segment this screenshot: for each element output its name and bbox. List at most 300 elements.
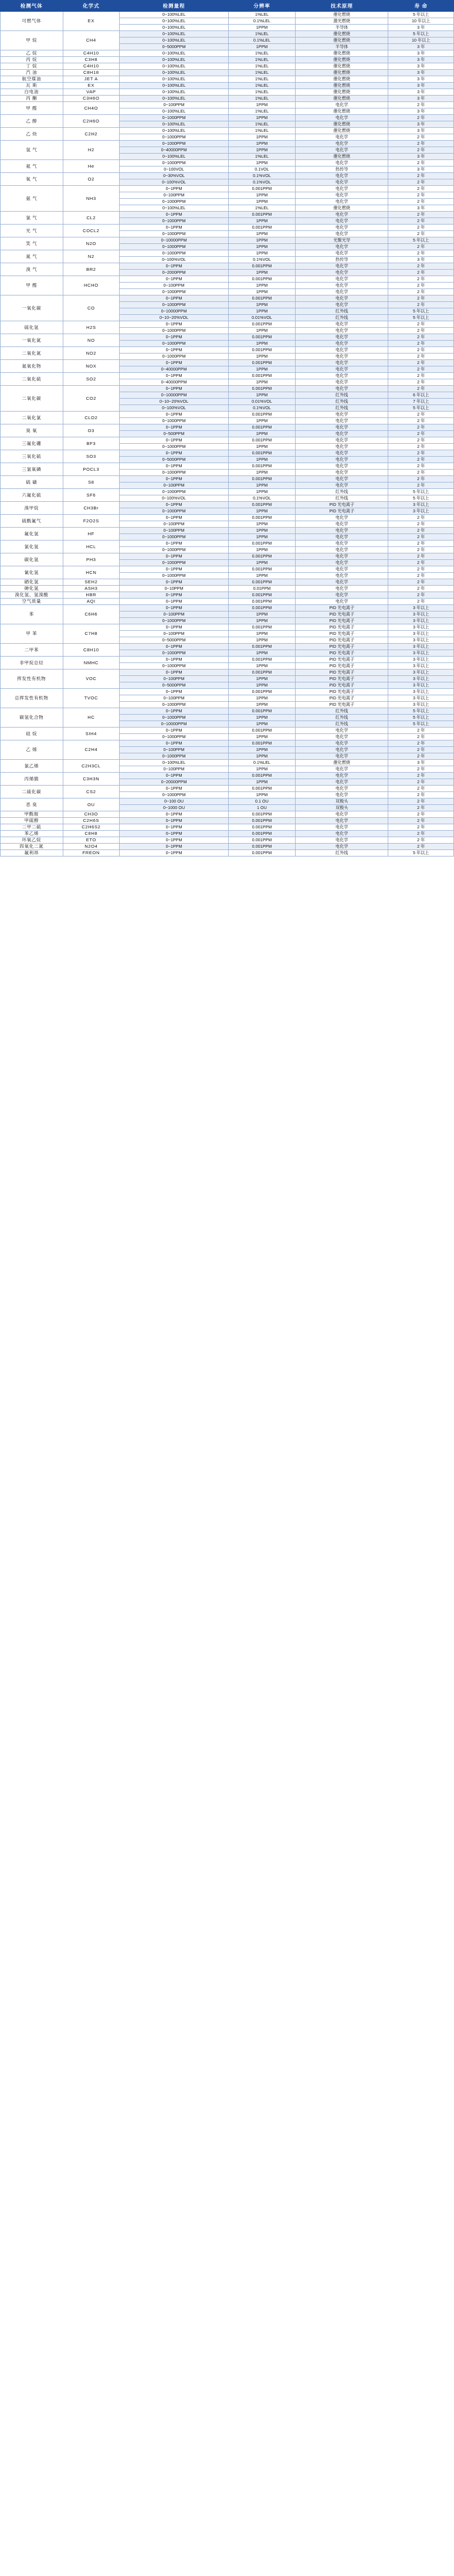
cell-technology: 催化燃烧 xyxy=(295,128,388,134)
table-row xyxy=(1,515,454,521)
cell-resolution: 0.001PPM xyxy=(228,334,295,341)
cell-lifetime: 2 年 xyxy=(388,786,454,792)
cell-formula: PH3 xyxy=(63,553,120,566)
cell-resolution: 0.001PPM xyxy=(228,212,295,218)
cell-resolution: 1PPM xyxy=(228,418,295,424)
cell-formula: HC xyxy=(63,708,120,728)
cell-lifetime: 2 年 xyxy=(388,528,454,534)
cell-resolution: 1PPM xyxy=(228,747,295,753)
cell-technology: 电化学 xyxy=(295,186,388,192)
table-row xyxy=(1,386,454,392)
cell-range: 0~10000PPM xyxy=(120,392,229,399)
cell-formula: ETO xyxy=(63,837,120,844)
cell-technology: 电化学 xyxy=(295,457,388,463)
cell-technology: 双极头 xyxy=(295,798,388,805)
cell-lifetime: 2 年 xyxy=(388,747,454,753)
cell-resolution: 1%LEL xyxy=(228,31,295,38)
cell-formula: NO2 xyxy=(63,347,120,360)
cell-gas-name: 丙烯腈 xyxy=(1,773,63,786)
cell-technology: 电化学 xyxy=(295,179,388,186)
table-row xyxy=(1,728,454,734)
cell-range: 0~1000PPM xyxy=(120,489,229,495)
cell-formula: N2O4 xyxy=(63,844,120,850)
cell-range: 0~40000PPM xyxy=(120,379,229,386)
table-row xyxy=(1,186,454,192)
cell-lifetime: 2 年 xyxy=(388,179,454,186)
cell-range: 0~1PPM xyxy=(120,386,229,392)
cell-resolution: 0.1%LEL xyxy=(228,38,295,44)
cell-technology: PID 光电离子 xyxy=(295,637,388,644)
table-row xyxy=(1,773,454,779)
cell-lifetime: 2 年 xyxy=(388,328,454,334)
cell-technology: 电化学 xyxy=(295,192,388,199)
cell-technology: 电化学 xyxy=(295,141,388,147)
cell-formula: BR2 xyxy=(63,263,120,276)
cell-range: 0~20000PPM xyxy=(120,779,229,786)
cell-lifetime: 3 年以上 xyxy=(388,637,454,644)
cell-technology: PID 光电离子 xyxy=(295,676,388,682)
table-row xyxy=(1,225,454,231)
cell-resolution: 1%LEL xyxy=(228,89,295,96)
cell-resolution: 1PPM xyxy=(228,289,295,295)
cell-formula: SO3 xyxy=(63,450,120,463)
cell-technology: 电化学 xyxy=(295,270,388,276)
cell-gas-name: 三氧化硫 xyxy=(1,450,63,463)
table-row xyxy=(1,424,454,431)
cell-formula: HCN xyxy=(63,566,120,579)
cell-technology: 电化学 xyxy=(295,160,388,166)
cell-range: 0~100%LEL xyxy=(120,50,229,57)
cell-lifetime: 5 年以上 xyxy=(388,12,454,18)
cell-resolution: 1PPM xyxy=(228,392,295,399)
cell-resolution: 1PPM xyxy=(228,663,295,670)
cell-resolution: 1PPM xyxy=(228,682,295,689)
cell-gas-name: 氯 气 xyxy=(1,212,63,225)
table-row xyxy=(1,141,454,147)
cell-range: 0~1PPM xyxy=(120,515,229,521)
cell-lifetime: 3 年以上 xyxy=(388,605,454,611)
cell-technology: 电化学 xyxy=(295,250,388,257)
cell-resolution: 1PPM xyxy=(228,328,295,334)
cell-resolution: 1%LEL xyxy=(228,83,295,89)
cell-range: 0~1000PPM xyxy=(120,734,229,740)
table-row xyxy=(1,624,454,631)
cell-resolution: 1PPM xyxy=(228,695,295,702)
cell-formula: CH4 xyxy=(63,31,120,50)
table-row xyxy=(1,528,454,534)
cell-resolution: 0.1%LEL xyxy=(228,18,295,25)
cell-range: 0~1PPM xyxy=(120,476,229,482)
cell-technology: 电化学 xyxy=(295,592,388,599)
table-row xyxy=(1,740,454,747)
cell-range: 0~1PPM xyxy=(120,276,229,283)
table-row xyxy=(1,599,454,605)
cell-resolution: 0.001PPM xyxy=(228,412,295,418)
cell-resolution: 1 OU xyxy=(228,805,295,811)
cell-lifetime: 3 年 xyxy=(388,89,454,96)
cell-range: 0~100%LEL xyxy=(120,31,229,38)
cell-technology: 电化学 xyxy=(295,263,388,270)
cell-technology: 电化学 xyxy=(295,566,388,573)
cell-lifetime: 2 年 xyxy=(388,844,454,850)
cell-lifetime: 3 年 xyxy=(388,121,454,128)
cell-formula: C8H10 xyxy=(63,644,120,657)
cell-technology: 红外线 xyxy=(295,708,388,715)
cell-lifetime: 3 年 xyxy=(388,25,454,31)
cell-range: 0~1000PPM xyxy=(120,792,229,798)
table-row xyxy=(1,844,454,850)
cell-resolution: 0.001PPM xyxy=(228,644,295,650)
cell-technology: 电化学 xyxy=(295,334,388,341)
cell-technology: 红外线 xyxy=(295,405,388,412)
cell-technology: 电化学 xyxy=(295,831,388,837)
cell-lifetime: 3 年 xyxy=(388,154,454,160)
cell-resolution: 1PPM xyxy=(228,244,295,250)
cell-lifetime: 2 年 xyxy=(388,599,454,605)
cell-technology: 催化燃烧 xyxy=(295,50,388,57)
cell-range: 0~1000PPM xyxy=(120,354,229,360)
cell-formula: EX xyxy=(63,12,120,31)
cell-formula: SF6 xyxy=(63,489,120,502)
cell-lifetime: 3 年以上 xyxy=(388,611,454,618)
cell-formula: AQI xyxy=(63,599,120,605)
cell-resolution: 1PPM xyxy=(228,637,295,644)
table-row xyxy=(1,250,454,257)
cell-range: 0~30%VOL xyxy=(120,173,229,179)
cell-lifetime: 2 年 xyxy=(388,270,454,276)
cell-resolution: 1%LEL xyxy=(228,63,295,70)
cell-resolution: 0.001PPM xyxy=(228,360,295,366)
cell-formula: OU xyxy=(63,798,120,811)
cell-resolution: 0.1VOL xyxy=(228,166,295,173)
cell-formula: H2S xyxy=(63,321,120,334)
cell-lifetime: 2 年 xyxy=(388,482,454,489)
cell-range: 0~100%LEL xyxy=(120,38,229,44)
cell-formula: EX xyxy=(63,83,120,89)
cell-gas-name: 硫化氢 xyxy=(1,321,63,334)
table-row xyxy=(1,831,454,837)
cell-formula: JET A xyxy=(63,76,120,83)
cell-resolution: 0.1%LEL xyxy=(228,760,295,766)
cell-technology: PID 光电离子 xyxy=(295,618,388,624)
table-row xyxy=(1,476,454,482)
cell-technology: 电化学 xyxy=(295,553,388,560)
cell-lifetime: 2 年 xyxy=(388,444,454,450)
table-row xyxy=(1,592,454,599)
cell-range: 0~1PPM xyxy=(120,728,229,734)
cell-lifetime: 5 年以上 xyxy=(388,308,454,315)
cell-resolution: 1%LEL xyxy=(228,57,295,63)
cell-technology: 电化学 xyxy=(295,386,388,392)
cell-range: 0~1000PPM xyxy=(120,231,229,237)
cell-formula: C2H3CL xyxy=(63,760,120,773)
cell-gas-name: 甲硫醇 xyxy=(1,818,63,824)
cell-lifetime: 3 年 xyxy=(388,205,454,212)
cell-range: 0~1PPM xyxy=(120,657,229,663)
cell-resolution: 1PPM xyxy=(228,521,295,528)
cell-formula: C3H3N xyxy=(63,773,120,786)
cell-formula: HCHO xyxy=(63,276,120,295)
cell-range: 0~1000PPM xyxy=(120,160,229,166)
cell-resolution: 0.001PPM xyxy=(228,263,295,270)
cell-formula: TVOC xyxy=(63,689,120,708)
cell-technology: 电化学 xyxy=(295,115,388,121)
col-header-formula: 化学式 xyxy=(63,1,120,12)
cell-range: 0~1000PPM xyxy=(120,302,229,308)
cell-technology: 电化学 xyxy=(295,773,388,779)
table-row xyxy=(1,489,454,495)
cell-range: 0~100%LEL xyxy=(120,96,229,102)
cell-range: 0~1PPM xyxy=(120,773,229,779)
cell-lifetime: 3 年 xyxy=(388,76,454,83)
cell-resolution: 0.001PPM xyxy=(228,824,295,831)
cell-formula: CH3Br xyxy=(63,502,120,515)
cell-resolution: 1PPM xyxy=(228,734,295,740)
cell-range: 0~1000 OU xyxy=(120,805,229,811)
cell-resolution: 1PPM xyxy=(228,676,295,682)
cell-lifetime: 2 年 xyxy=(388,521,454,528)
cell-gas-name: 硅 烷 xyxy=(1,728,63,740)
cell-lifetime: 3 年 xyxy=(388,96,454,102)
cell-gas-name: 三氯氧磷 xyxy=(1,463,63,476)
cell-technology: 电化学 xyxy=(295,450,388,457)
cell-lifetime: 2 年 xyxy=(388,418,454,424)
cell-resolution: 1PPM xyxy=(228,302,295,308)
cell-resolution: 0.001PPM xyxy=(228,373,295,379)
cell-resolution: 1PPM xyxy=(228,283,295,289)
cell-formula: F2O2S xyxy=(63,515,120,528)
cell-technology: 红外线 xyxy=(295,721,388,728)
cell-lifetime: 3 年以上 xyxy=(388,631,454,637)
cell-technology: 电化学 xyxy=(295,586,388,592)
cell-lifetime: 3 年以上 xyxy=(388,618,454,624)
cell-resolution: 0.001PPM xyxy=(228,347,295,354)
cell-technology: 催化燃烧 xyxy=(295,83,388,89)
cell-technology: 电化学 xyxy=(295,231,388,237)
cell-lifetime: 2 年 xyxy=(388,102,454,108)
cell-range: 0~100PPM xyxy=(120,676,229,682)
cell-technology: 电化学 xyxy=(295,102,388,108)
cell-range: 0~100PPM xyxy=(120,611,229,618)
cell-range: 0~1PPM xyxy=(120,599,229,605)
gas-detection-spec-sheet xyxy=(0,0,454,857)
cell-formula: HF xyxy=(63,528,120,541)
cell-range: 0~100%LEL xyxy=(120,57,229,63)
cell-range: 0~2000PPM xyxy=(120,270,229,276)
cell-formula: HCL xyxy=(63,541,120,553)
cell-formula: SEH2 xyxy=(63,579,120,586)
cell-lifetime: 5 年以上 xyxy=(388,850,454,857)
cell-range: 0~10000PPM xyxy=(120,308,229,315)
cell-technology: 电化学 xyxy=(295,728,388,734)
cell-range: 0~100PPM xyxy=(120,528,229,534)
table-body xyxy=(1,12,454,857)
cell-range: 0~1PPM xyxy=(120,689,229,695)
cell-lifetime: 5 年以上 xyxy=(388,405,454,412)
cell-technology: 红外线 xyxy=(295,392,388,399)
cell-technology: 电化学 xyxy=(295,837,388,844)
cell-lifetime: 2 年 xyxy=(388,566,454,573)
cell-technology: 电化学 xyxy=(295,463,388,470)
cell-technology: PID 光电离子 xyxy=(295,624,388,631)
cell-lifetime: 10 年以上 xyxy=(388,38,454,44)
cell-range: 0~100%LEL xyxy=(120,128,229,134)
cell-formula: O3 xyxy=(63,424,120,437)
cell-resolution: 1PPM xyxy=(228,192,295,199)
cell-resolution: 0.001PPM xyxy=(228,708,295,715)
cell-technology: PID 光电离子 xyxy=(295,657,388,663)
cell-range: 0~1000PPM xyxy=(120,663,229,670)
cell-lifetime: 2 年 xyxy=(388,592,454,599)
cell-technology: PID 光电离子 xyxy=(295,682,388,689)
cell-range: 0~100%LEL xyxy=(120,12,229,18)
cell-lifetime: 2 年 xyxy=(388,773,454,779)
cell-lifetime: 2 年 xyxy=(388,837,454,844)
cell-gas-name: 硒化氢 xyxy=(1,579,63,586)
cell-lifetime: 2 年 xyxy=(388,450,454,457)
cell-range: 0~1PPM xyxy=(120,424,229,431)
cell-range: 0~10000PPM xyxy=(120,721,229,728)
cell-range: 0~1PPM xyxy=(120,295,229,302)
cell-gas-name: 乙 炔 xyxy=(1,128,63,141)
cell-technology: 电化学 xyxy=(295,418,388,424)
cell-formula: C2H6S2 xyxy=(63,824,120,831)
cell-gas-name: 氰化氢 xyxy=(1,566,63,579)
cell-resolution: 1%LEL xyxy=(228,128,295,134)
cell-range: 0~100PPM xyxy=(120,521,229,528)
cell-formula: CL2 xyxy=(63,212,120,225)
cell-lifetime: 2 年 xyxy=(388,115,454,121)
table-row xyxy=(1,708,454,715)
cell-formula: C8H18 xyxy=(63,70,120,76)
cell-lifetime: 3 年 xyxy=(388,63,454,70)
cell-lifetime: 7 年以上 xyxy=(388,399,454,405)
cell-technology: 红外线 xyxy=(295,315,388,321)
cell-lifetime: 2 年 xyxy=(388,728,454,734)
cell-range: 0~100%LEL xyxy=(120,108,229,115)
gas-table xyxy=(0,0,454,857)
table-header xyxy=(1,1,454,12)
cell-resolution: 1PPM xyxy=(228,199,295,205)
cell-lifetime: 2 年 xyxy=(388,412,454,418)
cell-range: 0~1PPM xyxy=(120,670,229,676)
cell-technology: 电化学 xyxy=(295,747,388,753)
cell-resolution: 0.001PPM xyxy=(228,773,295,779)
table-row xyxy=(1,173,454,179)
cell-gas-name: 六氟化硫 xyxy=(1,489,63,502)
cell-range: 0~1PPM xyxy=(120,837,229,844)
cell-range: 0~5000PPM xyxy=(120,44,229,50)
cell-range: 0~100%LEL xyxy=(120,154,229,160)
table-row xyxy=(1,798,454,805)
cell-gas-name: 苯乙烯 xyxy=(1,831,63,837)
cell-lifetime: 3 年以上 xyxy=(388,644,454,650)
cell-lifetime: 3 年以上 xyxy=(388,508,454,515)
cell-lifetime: 2 年 xyxy=(388,386,454,392)
cell-resolution: 0.001PPM xyxy=(228,476,295,482)
cell-gas-name: 氦 气 xyxy=(1,160,63,173)
cell-lifetime: 2 年 xyxy=(388,424,454,431)
cell-technology: 电化学 xyxy=(295,354,388,360)
cell-technology: 电化学 xyxy=(295,779,388,786)
cell-technology: 电化学 xyxy=(295,173,388,179)
table-row xyxy=(1,412,454,418)
cell-range: 0~10~20%VOL xyxy=(120,399,229,405)
cell-formula: H2 xyxy=(63,141,120,160)
cell-resolution: 1%LEL xyxy=(228,76,295,83)
cell-range: 0~100%VOL xyxy=(120,495,229,502)
cell-lifetime: 2 年 xyxy=(388,541,454,547)
cell-range: 0~40000PPM xyxy=(120,366,229,373)
cell-resolution: 0.001PPM xyxy=(228,463,295,470)
cell-lifetime: 2 年 xyxy=(388,192,454,199)
cell-lifetime: 3 年 xyxy=(388,166,454,173)
cell-gas-name: 甲 醛 xyxy=(1,102,63,115)
cell-range: 0~100%LEL xyxy=(120,63,229,70)
cell-resolution: 1PPM xyxy=(228,721,295,728)
cell-formula: SO2 xyxy=(63,373,120,386)
cell-resolution: 1%LEL xyxy=(228,50,295,57)
cell-resolution: 0.001PPM xyxy=(228,437,295,444)
cell-lifetime: 2 年 xyxy=(388,250,454,257)
cell-range: 0~1PPM xyxy=(120,624,229,631)
cell-resolution: 1PPM xyxy=(228,44,295,50)
cell-technology: 电化学 xyxy=(295,212,388,218)
cell-resolution: 0.1%VOL xyxy=(228,257,295,263)
cell-gas-name: 二硫化碳 xyxy=(1,786,63,798)
cell-resolution: 1%LEL xyxy=(228,121,295,128)
cell-range: 0~1PPM xyxy=(120,644,229,650)
cell-resolution: 0.001PPM xyxy=(228,837,295,844)
cell-resolution: 0.001PPM xyxy=(228,599,295,605)
table-header-row xyxy=(1,1,454,12)
cell-range: 0~1PPM xyxy=(120,786,229,792)
cell-technology: 催化燃烧 xyxy=(295,38,388,44)
cell-resolution: 1PPM xyxy=(228,470,295,476)
cell-gas-name: 空气质量 xyxy=(1,599,63,605)
cell-gas-name: 非甲烷总烃 xyxy=(1,657,63,670)
cell-formula: CS2 xyxy=(63,786,120,798)
cell-lifetime: 2 年 xyxy=(388,779,454,786)
cell-gas-name: 溴 气 xyxy=(1,263,63,276)
cell-resolution: 1PPM xyxy=(228,141,295,147)
cell-lifetime: 2 年 xyxy=(388,553,454,560)
cell-resolution: 0.001PPM xyxy=(228,811,295,818)
cell-resolution: 1PPM xyxy=(228,618,295,624)
table-row xyxy=(1,837,454,844)
cell-resolution: 0.001PPM xyxy=(228,689,295,695)
cell-resolution: 0.1%VOL xyxy=(228,495,295,502)
cell-resolution: 1PPM xyxy=(228,508,295,515)
cell-gas-name: 硫酰氟气 xyxy=(1,515,63,528)
cell-lifetime: 5 年以上 xyxy=(388,721,454,728)
cell-technology: PID 光电离子 xyxy=(295,650,388,657)
cell-gas-name: 溴甲烷 xyxy=(1,502,63,515)
cell-technology: PID 光电离子 xyxy=(295,689,388,695)
table-row xyxy=(1,373,454,379)
cell-gas-name: 总挥发性有机物 xyxy=(1,689,63,708)
cell-lifetime: 2 年 xyxy=(388,560,454,566)
cell-technology: 电化学 xyxy=(295,515,388,521)
cell-resolution: 1PPM xyxy=(228,25,295,31)
cell-resolution: 1PPM xyxy=(228,631,295,637)
cell-gas-name: 三氟化硼 xyxy=(1,437,63,450)
cell-lifetime: 3 年以上 xyxy=(388,502,454,508)
cell-technology: 半导体 xyxy=(295,44,388,50)
cell-gas-name: 二氧化氯 xyxy=(1,412,63,424)
cell-formula: C2H2 xyxy=(63,128,120,141)
cell-range: 0~1PPM xyxy=(120,605,229,611)
